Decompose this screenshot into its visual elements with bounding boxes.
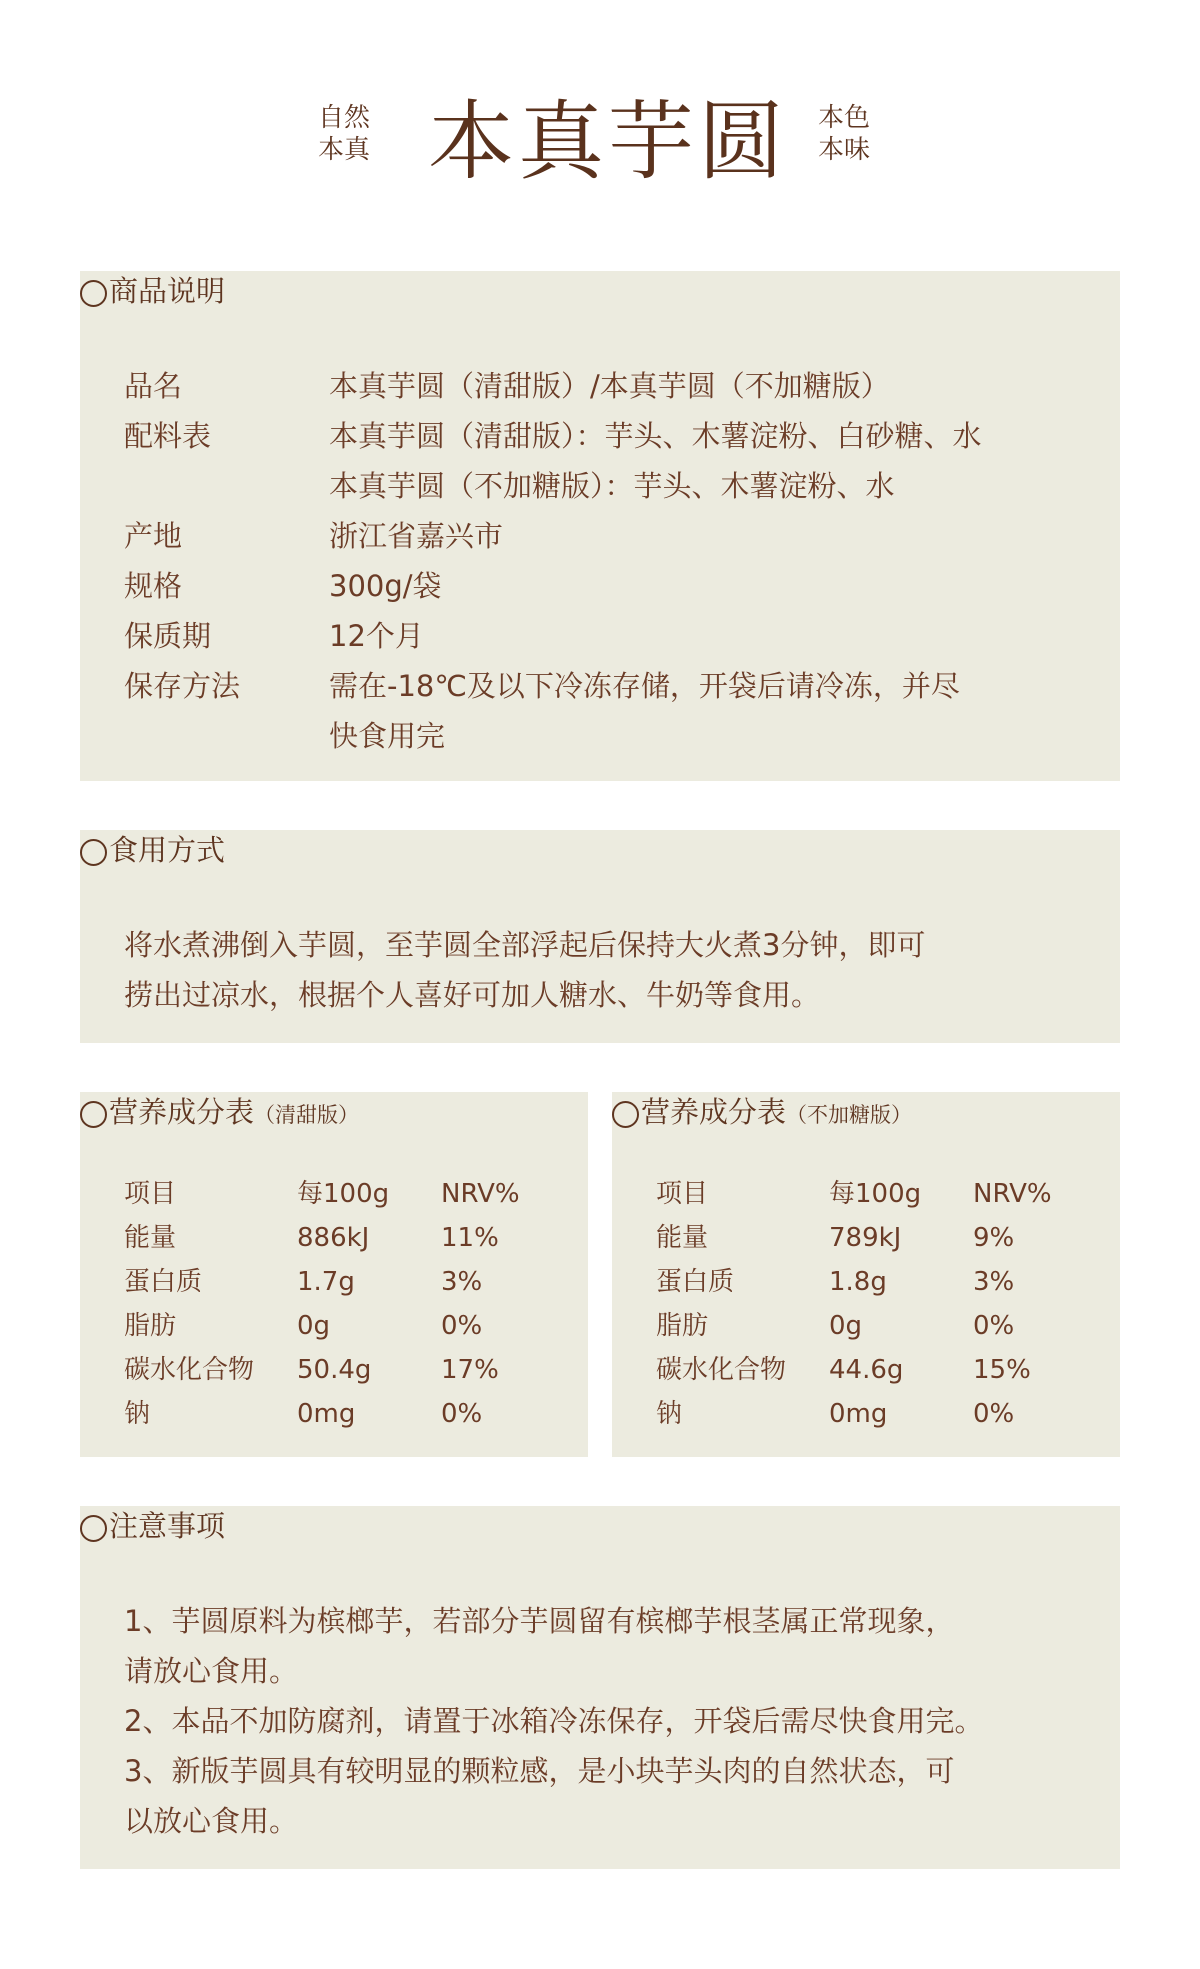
- nutrition-col-per100g: 每100g: [829, 1179, 922, 1209]
- nutrition-value: 0g: [297, 1311, 331, 1341]
- info-label: 保质期: [124, 619, 212, 653]
- info-label: 产地: [124, 519, 183, 553]
- nutrition-item: 蛋白质: [124, 1267, 203, 1297]
- nutrition-value: 0g: [829, 1311, 863, 1341]
- circle-icon: [80, 1515, 107, 1542]
- notes-text-line: 2、本品不加防腐剂，请置于冰箱冷冻保存，开袋后需尽快食用完。: [124, 1704, 984, 1738]
- notes-panel: [80, 1506, 1120, 1869]
- page-header: [0, 92, 1200, 192]
- nutrition-nrv: 0%: [973, 1399, 1015, 1429]
- usage-title: 食用方式: [109, 833, 226, 867]
- nutrition-value: 886kJ: [297, 1223, 370, 1253]
- nutrition-item: 蛋白质: [656, 1267, 735, 1297]
- nutrition-item: 能量: [656, 1223, 709, 1253]
- notes-text-line: 3、新版芋圆具有较明显的颗粒感，是小块芋头肉的自然状态，可: [124, 1754, 955, 1788]
- nutrition-item: 能量: [124, 1223, 177, 1253]
- info-label: 品名: [124, 369, 183, 403]
- nutrition-item: 脂肪: [656, 1311, 709, 1341]
- nutrition-nosugar-panel: [612, 1092, 1120, 1457]
- notes-title: 注意事项: [109, 1509, 226, 1543]
- header-left-slogan: [318, 102, 370, 166]
- usage-text-line: 捞出过凉水，根据个人喜好可加人糖水、牛奶等食用。: [124, 978, 821, 1012]
- nutrition-nrv: 3%: [441, 1267, 483, 1297]
- nutrition-item: 碳水化合物: [656, 1355, 787, 1385]
- info-label: 保存方法: [124, 669, 241, 703]
- product-description-panel: [80, 271, 1120, 781]
- page-title: 本真芋圆: [428, 92, 788, 192]
- nutrition-nrv: 0%: [441, 1399, 483, 1429]
- nutrition-value: 1.8g: [829, 1267, 887, 1297]
- nutrition-col-nrv: NRV%: [973, 1179, 1052, 1209]
- circle-icon: [80, 1101, 107, 1128]
- nutrition-item: 碳水化合物: [124, 1355, 255, 1385]
- nutrition-nrv: 15%: [973, 1355, 1031, 1385]
- header-right-slogan: [818, 102, 870, 166]
- nutrition-nosugar-title: 营养成分表: [641, 1095, 787, 1129]
- nutrition-sweet-heading: [80, 1092, 359, 1132]
- usage-heading: [80, 830, 225, 870]
- nutrition-value: 44.6g: [829, 1355, 904, 1385]
- usage-text-line: 将水煮沸倒入芋圆，至芋圆全部浮起后保持大火煮3分钟，即可: [124, 928, 926, 962]
- nutrition-sweet-subtitle: （清甜版）: [254, 1103, 360, 1127]
- product-description-heading: [80, 271, 225, 311]
- nutrition-item: 脂肪: [124, 1311, 177, 1341]
- nutrition-col-per100g: 每100g: [297, 1179, 390, 1209]
- header-left-line2: 本真: [318, 135, 371, 165]
- nutrition-item: 钠: [656, 1399, 683, 1429]
- nutrition-value: 0mg: [297, 1399, 356, 1429]
- header-right-line2: 本味: [818, 135, 871, 165]
- info-value: 本真芋圆（清甜版）/本真芋圆（不加糖版）: [329, 369, 890, 403]
- info-label: 配料表: [124, 419, 212, 453]
- header-left-line1: 自然: [318, 103, 371, 133]
- nutrition-value: 1.7g: [297, 1267, 355, 1297]
- info-value: 浙江省嘉兴市: [329, 519, 504, 553]
- nutrition-sweet-panel: [80, 1092, 588, 1457]
- info-value: 本真芋圆（清甜版）：芋头、木薯淀粉、白砂糖、水: [329, 419, 982, 453]
- nutrition-nrv: 11%: [441, 1223, 499, 1253]
- notes-text-line: 请放心食用。: [124, 1654, 299, 1688]
- nutrition-sweet-title: 营养成分表: [109, 1095, 255, 1129]
- info-value: 本真芋圆（不加糖版）：芋头、木薯淀粉、水: [329, 469, 895, 503]
- nutrition-nrv: 3%: [973, 1267, 1015, 1297]
- nutrition-nrv: 17%: [441, 1355, 499, 1385]
- nutrition-col-item: 项目: [656, 1179, 709, 1209]
- info-label: 规格: [124, 569, 183, 603]
- info-value: 需在-18℃及以下冷冻存储，开袋后请冷冻，并尽: [329, 669, 960, 703]
- info-value: 12个月: [329, 619, 424, 653]
- nutrition-value: 0mg: [829, 1399, 888, 1429]
- circle-icon: [612, 1101, 639, 1128]
- nutrition-nrv: 9%: [973, 1223, 1015, 1253]
- nutrition-value: 50.4g: [297, 1355, 372, 1385]
- product-description-title: 商品说明: [109, 274, 226, 308]
- usage-panel: [80, 830, 1120, 1043]
- nutrition-nosugar-subtitle: （不加糖版）: [786, 1103, 913, 1127]
- nutrition-nrv: 0%: [441, 1311, 483, 1341]
- info-value: 快食用完: [329, 719, 446, 753]
- nutrition-nosugar-heading: [612, 1092, 912, 1132]
- notes-heading: [80, 1506, 225, 1546]
- nutrition-nrv: 0%: [973, 1311, 1015, 1341]
- nutrition-item: 钠: [124, 1399, 151, 1429]
- header-right-line1: 本色: [818, 103, 871, 133]
- nutrition-col-nrv: NRV%: [441, 1179, 520, 1209]
- notes-text-line: 1、芋圆原料为槟榔芋，若部分芋圆留有槟榔芋根茎属正常现象，: [124, 1604, 955, 1638]
- nutrition-value: 789kJ: [829, 1223, 902, 1253]
- nutrition-col-item: 项目: [124, 1179, 177, 1209]
- circle-icon: [80, 839, 107, 866]
- notes-text-line: 以放心食用。: [124, 1804, 299, 1838]
- info-value: 300g/袋: [329, 569, 442, 603]
- circle-icon: [80, 280, 107, 307]
